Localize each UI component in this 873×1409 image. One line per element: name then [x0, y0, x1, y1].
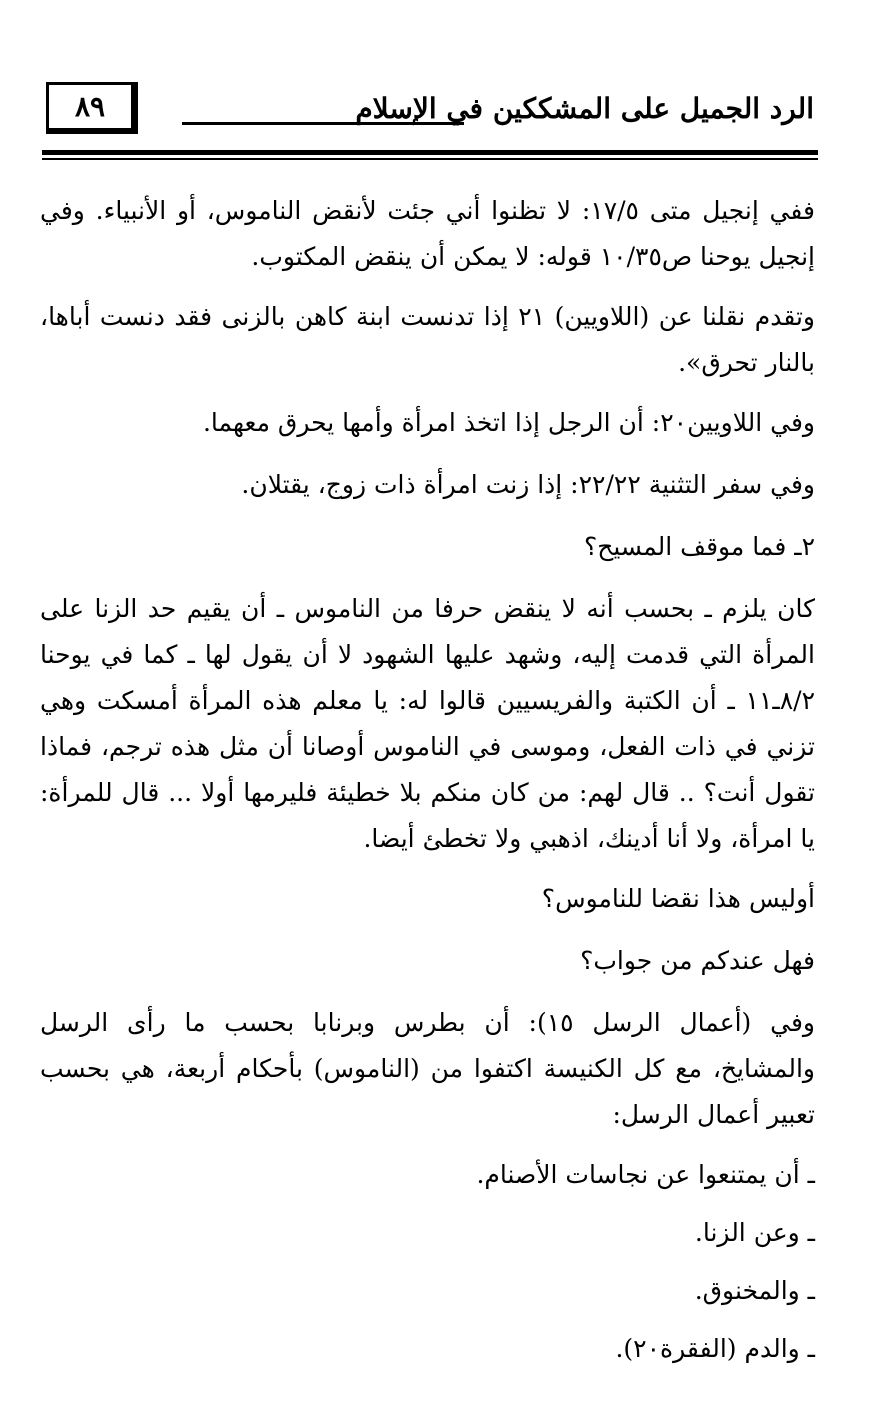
section-heading: ٢ـ فما موقف المسيح؟	[583, 532, 815, 561]
paragraph-3: وفي اللاويين٢٠: أن الرجل إذا اتخذ امرأة وأمها يحرق معهما.	[202, 408, 815, 437]
paragraph-6: كان يلزم ـ بحسب أنه لا ينقض حرفا من الناموس ـ أن يقيم حد الزنا على المرأة التي قدمت إليه، وشهد عليها الشهود لا أن يقول لها ـ كما في يوحنا ٨/٢ـ١١ ـ أن الكتبة والفريسيين قالوا له: يا معلم هذه المرأة أمسكت وهي تزني في ذات الفعل، وموسى في الناموس أوصانا أن مثل هذه ترجم، فماذا تقول أنت؟ .. قال لهم: من كان منكم بلا خطيئة فليرمها أولا ... قال للمرأة: يا امرأة، ولا أنا أدينك، اذهبي ولا تخطئ أيضا.	[40, 594, 815, 853]
list-item-3: ـ والمخنوق.	[694, 1276, 815, 1305]
list-item-4: ـ والدم (الفقرة٢٠).	[615, 1334, 815, 1363]
page-number: ٨٩	[74, 90, 106, 123]
paragraph-1: ففي إنجيل متى ١٧/٥: لا تظنوا أني جئت لأنقض الناموس، أو الأنبياء. وفي إنجيل يوحنا ص١٠/٣٥ قوله: لا يمكن أن ينقض المكتوب.	[40, 196, 815, 271]
paragraph-8: فهل عندكم من جواب؟	[580, 946, 815, 975]
page-body	[40, 188, 815, 1384]
list-item-1: ـ أن يمتنعوا عن نجاسات الأصنام.	[476, 1160, 815, 1189]
header-rule-thin	[42, 158, 818, 160]
list-item-2: ـ وعن الزنا.	[694, 1218, 815, 1247]
paragraph-2: وتقدم نقلنا عن (اللاويين) ٢١ إذا تدنست ابنة كاهن بالزنى فقد دنست أباها، بالنار تحرق».	[40, 302, 815, 377]
paragraph-4: وفي سفر التثنية ٢٢/٢٢: إذا زنت امرأة ذات زوج، يقتلان.	[241, 470, 815, 499]
header-rule-thick	[42, 150, 818, 155]
page-header	[38, 78, 818, 158]
paragraph-7: أوليس هذا نقضا للناموس؟	[541, 884, 815, 913]
running-title: الرد الجميل على المشككين في الإسلام	[355, 92, 814, 125]
paragraph-9: وفي (أعمال الرسل ١٥): أن بطرس وبرنابا بحسب ما رأى الرسل والمشايخ، مع كل الكنيسة اكتفوا من (الناموس) بأحكام أربعة، هي بحسب تعبير أعمال الرسل:	[40, 1008, 815, 1129]
page-number-box	[46, 82, 138, 134]
